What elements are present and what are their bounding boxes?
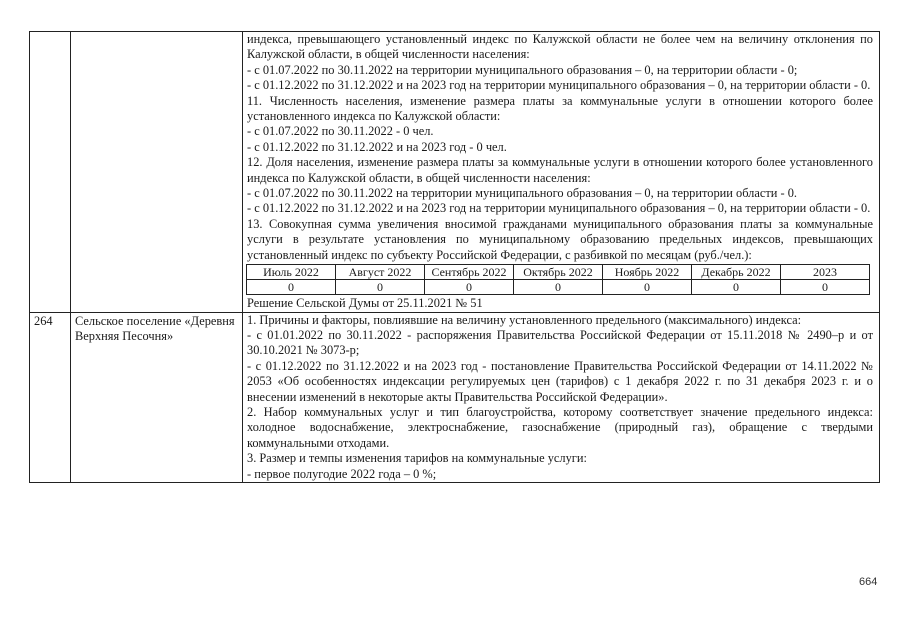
settlement-name-cell [71, 312, 243, 482]
month-value: 0 [603, 280, 692, 295]
paragraph: 12. Доля населения, изменение размера платы за коммунальные услуги в отношении которого более установленного индекса по Калужской области, в общей численности населения: [247, 155, 873, 185]
decision-text [243, 296, 879, 311]
details-cell [243, 32, 880, 313]
months-header-row [247, 265, 870, 280]
paragraph: 13. Совокупная сумма увеличения вносимой гражданами муниципального образования платы за коммунальные услуги в результате установления по муниципальному образованию предельных индексов, превышающих установленный индекс по субъекту Российской Федерации, с разбивкой по месяцам (руб./чел.): [247, 216, 873, 262]
paragraph: - с 01.07.2022 по 30.11.2022 на территории муниципального образования – 0, на территории области - 0; [247, 62, 798, 77]
month-value: 0 [425, 280, 514, 295]
paragraph: - с 01.12.2022 по 31.12.2022 и на 2023 год на территории муниципального образования – 0, на территории области - 0. [247, 78, 871, 93]
paragraph: - с 01.12.2022 по 31.12.2022 и на 2023 год - 0 чел. [247, 139, 507, 154]
paragraph: - с 01.12.2022 по 31.12.2022 и на 2023 год на территории муниципального образования – 0, на территории области - 0. [247, 201, 871, 216]
details-cell [243, 312, 880, 482]
paragraph: индекса, превышающего установленный индекс по Калужской области не более чем на величину отклонения по Калужской области, в общей численности населения: [247, 32, 873, 62]
month-value: 0 [247, 280, 336, 295]
month-header: Сентябрь 2022 [425, 265, 514, 280]
monthly-amounts-table [246, 264, 870, 295]
month-header: Август 2022 [336, 265, 425, 280]
details-text [243, 313, 879, 482]
page-number: 664 [859, 576, 878, 588]
table-row-continued [30, 32, 880, 313]
name-cell-empty [71, 32, 243, 313]
month-header: Декабрь 2022 [692, 265, 781, 280]
paragraph: - с 01.07.2022 по 30.11.2022 - 0 чел. [247, 124, 434, 139]
paragraph: - с 01.07.2022 по 30.11.2022 на территории муниципального образования – 0, на территории области - 0. [247, 186, 798, 201]
paragraph: 1. Причины и факторы, повлиявшие на величину установленного предельного (максимального) индекса: [247, 312, 802, 327]
month-header: Июль 2022 [247, 265, 336, 280]
row-number: 264 [34, 313, 53, 328]
paragraph: - первое полугодие 2022 года – 0 %; [247, 466, 437, 481]
details-text [243, 32, 879, 263]
decision-reference: Решение Сельской Думы от 25.11.2021 № 51 [247, 296, 483, 311]
months-value-row [247, 280, 870, 295]
number-cell-empty [30, 32, 71, 313]
document-table [29, 31, 880, 483]
month-value: 0 [692, 280, 781, 295]
month-value: 0 [514, 280, 603, 295]
paragraph: - с 01.12.2022 по 31.12.2022 и на 2023 год - постановление Правительства Российской Федерации от 14.11.2022 № 2053 «Об особенностях индексации регулируемых цен (тарифов) с 1 декабря 2022 г. по 31 декабря 2023 г. и о внесении изменений в некоторые акты Правительства Российской Федерации». [247, 358, 873, 404]
paragraph: 2. Набор коммунальных услуг и тип благоустройства, которому соответствует значение предельного индекса: холодное водоснабжение, электроснабжение, газоснабжение (природный газ), обращение с твердыми коммунальными отходами. [247, 404, 873, 450]
month-header: Октябрь 2022 [514, 265, 603, 280]
month-value: 0 [336, 280, 425, 295]
settlement-name: Сельское поселение «Деревня Верхняя Песочня» [75, 313, 235, 343]
month-value: 0 [781, 280, 870, 295]
month-header: 2023 [781, 265, 870, 280]
paragraph: 11. Численность населения, изменение размера платы за коммунальные услуги в отношении которого более установленного индекса по Калужской области: [247, 93, 873, 124]
paragraph: - с 01.01.2022 по 30.11.2022 - распоряжения Правительства Российской Федерации от 15.11.2018 № 2490–р и от 30.10.2021 № 3073-р; [247, 327, 873, 358]
month-header: Ноябрь 2022 [603, 265, 692, 280]
paragraph: 3. Размер и темпы изменения тарифов на коммунальные услуги: [247, 451, 587, 466]
row-number-cell [30, 312, 71, 482]
table-row-264 [30, 312, 880, 482]
